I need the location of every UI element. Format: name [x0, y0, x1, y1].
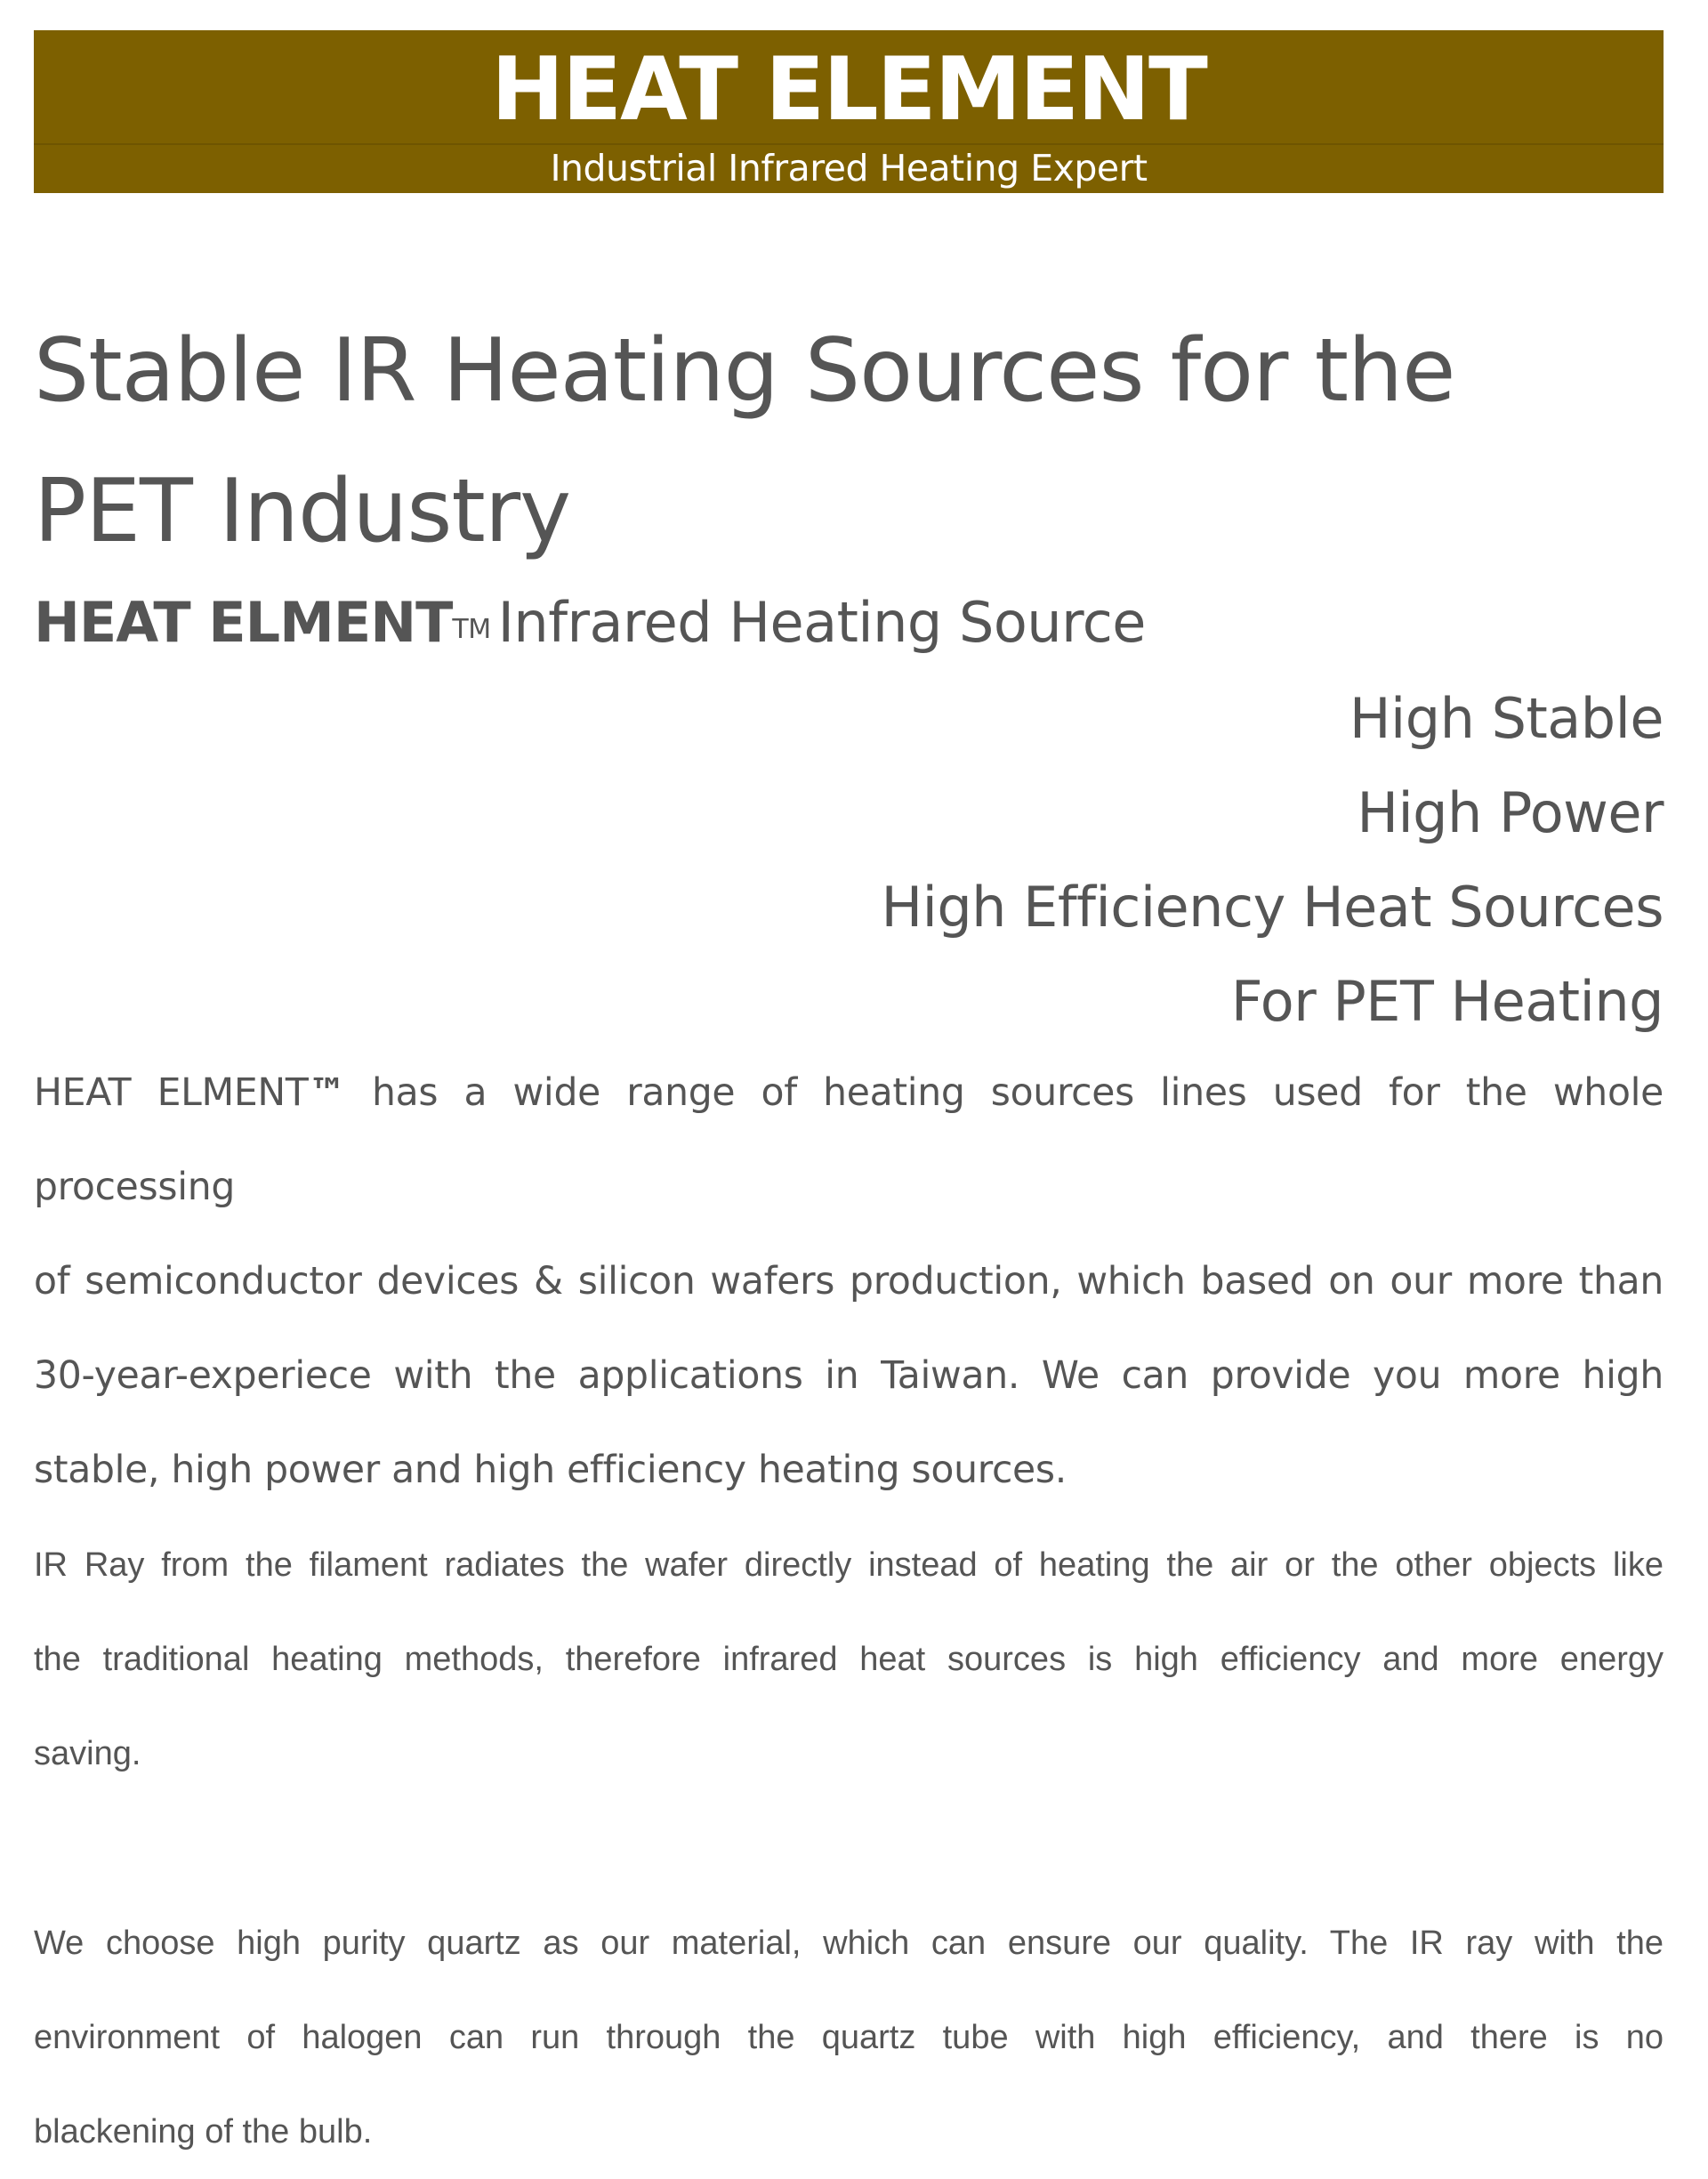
- quartz-paragraph: [34, 1896, 1664, 2179]
- paragraph-line: environment of halogen can run through the quartz tube with high efficiency, and there is no: [34, 2019, 1664, 2056]
- page-title: Stable IR Heating Sources for the PET Industry: [34, 320, 1455, 562]
- banner-divider: [34, 143, 1664, 145]
- header-banner: [34, 30, 1664, 193]
- feature-item: High Efficiency Heat Sources: [881, 875, 1664, 940]
- ir-ray-paragraph: [34, 1518, 1664, 1801]
- feature-list: [881, 672, 1664, 1049]
- paragraph-line: blackening of the bulb.: [34, 2113, 373, 2151]
- paragraph-line: stable, high power and high efficiency heating sources.: [34, 1449, 1067, 1492]
- product-subtitle: [34, 583, 1146, 663]
- paragraph-line: saving.: [34, 1735, 141, 1772]
- brand-tagline: Industrial Infrared Heating Expert: [550, 147, 1148, 190]
- paragraph-line: the traditional heating methods, therefore infrared heat sources is high efficiency and more energy: [34, 1641, 1664, 1678]
- paragraph-line: of semiconductor devices & silicon wafers production, which based on our more than: [34, 1260, 1664, 1303]
- product-type: Infrared Heating Source: [497, 590, 1146, 655]
- brand-title: HEAT ELEMENT: [491, 39, 1206, 141]
- paragraph-text: has a wide range of heating sources lines used for the whole processing: [34, 1071, 1664, 1209]
- paragraph-line: 30-year-experiece with the applications in Taiwan. We can provide you more high: [34, 1354, 1664, 1398]
- intro-paragraph: [34, 1046, 1664, 1518]
- feature-item: High Stable: [1349, 686, 1664, 751]
- paragraph-line: We choose high purity quartz as our material, which can ensure our quality. The IR ray with the: [34, 1925, 1664, 1962]
- paragraph-line: IR Ray from the filament radiates the wafer directly instead of heating the air or the other objects like: [34, 1546, 1664, 1584]
- intro-brand: HEAT ELMENT: [34, 1071, 309, 1115]
- feature-item: High Power: [1357, 780, 1664, 845]
- trademark-symbol: TM: [452, 614, 491, 645]
- intro-trademark: ™: [308, 1071, 346, 1115]
- paragraph-line: [34, 1046, 1664, 1235]
- feature-item: For PET Heating: [1230, 969, 1664, 1034]
- product-brand: HEAT ELMENT: [34, 590, 453, 655]
